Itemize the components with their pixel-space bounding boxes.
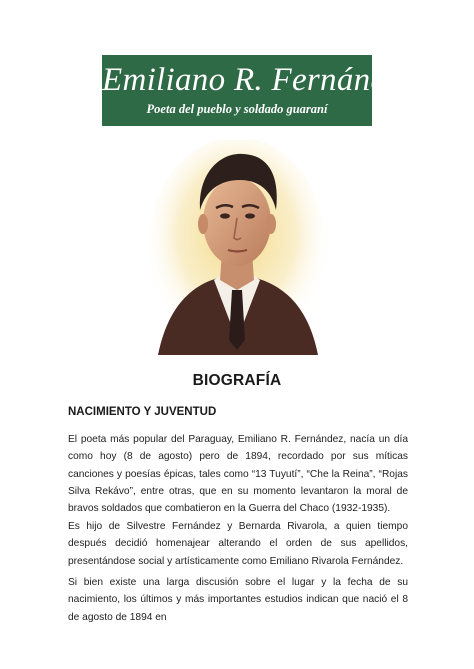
title-banner — [102, 55, 416, 126]
paragraph-3: Si bien existe una larga discusión sobre el lugar y la fecha de su nacimiento, los últimos y más importantes estudios indican que nació el 8 de agosto de 1894 en — [68, 577, 408, 623]
section-title: NACIMIENTO Y JUVENTUD — [68, 406, 217, 418]
banner-subtitle: Poeta del pueblo y soldado guaraní — [146, 102, 328, 116]
portrait-illustration — [148, 140, 326, 360]
banner-title: Emiliano R. Fernández — [102, 62, 416, 98]
paragraph-2: Es hijo de Silvestre Fernández y Bernarda Rivarola, a quien tiempo después decidió homenajear alterando el orden de sus apellidos, presentándose social y artísticamente como Emiliano Rivarola Fernández. — [68, 521, 408, 567]
paragraph-1: El poeta más popular del Paraguay, Emiliano R. Fernández, nacía un día como hoy (8 de agosto) pero de 1894, recordado por sus míticas canciones y poesías épicas, tales como “13 Tuyutí”, “Che la Reina”, “Rojas Silva Rekávo”, entre otras, que en su momento levantaron la moral de bravos soldados que combatieron en la Guerra del Chaco (1932-1935). — [68, 434, 408, 515]
page-heading: BIOGRAFÍA — [192, 372, 282, 389]
